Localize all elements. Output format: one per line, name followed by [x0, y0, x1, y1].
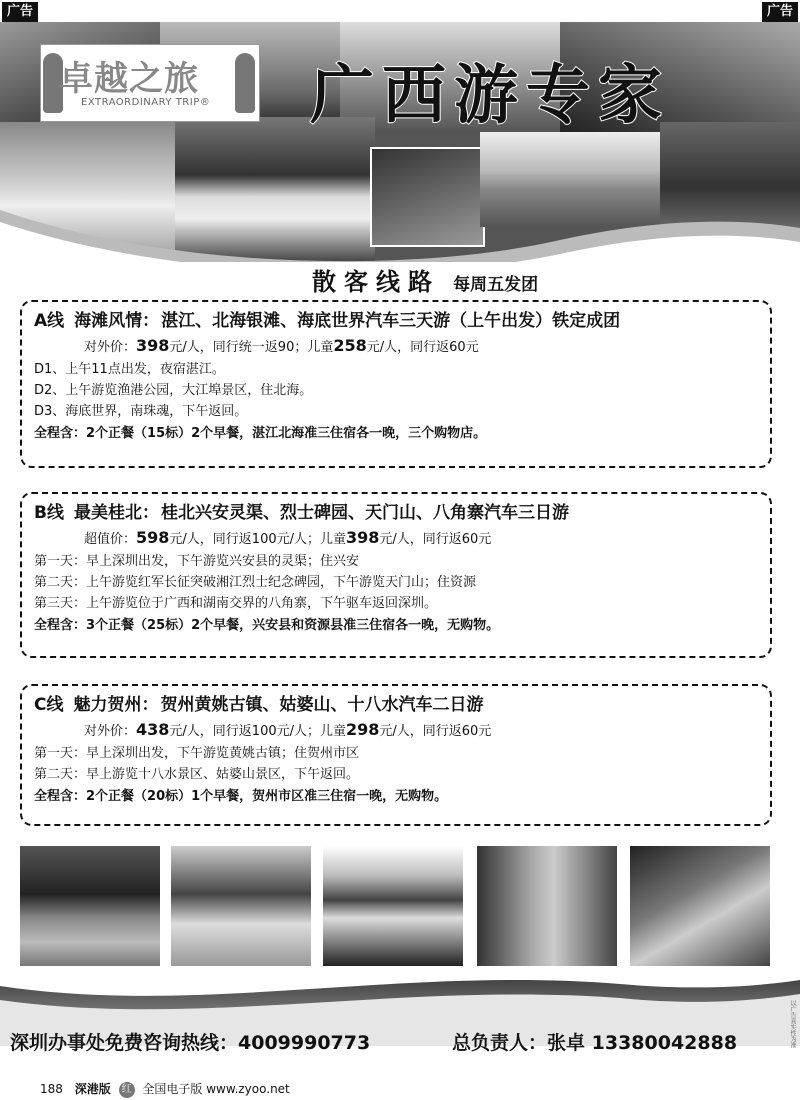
ad-tag-left: 广告: [2, 2, 38, 22]
price-label: 对外价：: [84, 340, 137, 355]
route-includes: 全程含：2个正餐（15标）2个早餐，湛江北海准三住宿各一晚，三个购物店。: [34, 426, 487, 441]
edition-badge-icon: 红: [119, 1082, 135, 1098]
adult-price: 598: [136, 528, 170, 547]
child-price-detail: 元/人，同行返60元: [379, 532, 492, 547]
manager-phone: 13380042888: [591, 1032, 738, 1054]
routes-title: 散客线路: [312, 268, 440, 296]
child-price: 258: [333, 336, 367, 355]
route-name: 贺州黄姚古镇、姑婆山、十八水汽车二日游: [160, 695, 484, 715]
hotline-label: 深圳办事处免费咨询热线：: [10, 1032, 239, 1054]
route-title: [34, 692, 758, 718]
route-name: 湛江、北海银滩、海底世界汽车三天游（上午出发）铁定成团: [161, 311, 621, 331]
itinerary-day: 第一天：早上深圳出发，下午游览兴安县的灵渠；住兴安: [34, 554, 360, 569]
route-code: A线: [34, 311, 65, 331]
routes-header: [312, 262, 539, 296]
brand-name: 卓越之旅: [59, 59, 199, 99]
ad-tag-right: 广告: [762, 2, 798, 22]
route-name: 桂北兴安灵渠、烈士碑园、天门山、八角寨汽车三日游: [160, 503, 569, 523]
page-number: 188: [40, 1082, 63, 1096]
route-price: [34, 334, 758, 359]
header-wave: [0, 192, 800, 262]
photo-ancient-town: [20, 846, 160, 966]
child-price-detail: 元/人，同行返60元: [366, 340, 479, 355]
price-detail: 元/人，同行返100元/人；儿童: [169, 724, 346, 739]
itinerary-day: 第二天：早上游览十八水景区、姑婆山景区，下午返回。: [34, 767, 360, 782]
brand-english: EXTRAORDINARY TRIP®: [81, 97, 211, 108]
child-price: 398: [346, 528, 380, 547]
itinerary-day: D3、海底世界，南珠魂，下午返回。: [34, 404, 248, 419]
site-link[interactable]: 全国电子版 www.zyoo.net: [142, 1082, 290, 1096]
route-price: [34, 526, 758, 551]
adult-price: 398: [136, 336, 170, 355]
hotline-number: 4009990773: [238, 1032, 371, 1054]
photo-waterfall-tree: [171, 846, 311, 966]
itinerary-day: D2、上午游览渔港公园，大江埠景区，住北海。: [34, 383, 313, 398]
manager-label: 总负责人：张卓: [452, 1032, 586, 1054]
itinerary-day: 第三天：上午游览位于广西和湖南交界的八角寨，下午驱车返回深圳。: [34, 596, 438, 611]
photo-mountains-clouds: [323, 846, 463, 966]
page-title: 广西游专家: [310, 59, 670, 133]
route-theme: 最美桂北：: [73, 503, 159, 523]
photo-cliff: [630, 846, 770, 966]
manager-contact: [452, 1028, 737, 1055]
route-theme: 海滩风情：: [74, 311, 160, 331]
side-note: 以广告真实性为准: [789, 1000, 796, 1048]
route-title: [34, 308, 758, 334]
route-includes: 全程含：2个正餐（20标）1个早餐，贺州市区准三住宿一晚，无购物。: [34, 789, 448, 804]
route-code: B线: [34, 503, 64, 523]
figure-icon: [235, 53, 255, 113]
price-detail: 元/人，同行返100元/人；儿童: [169, 532, 346, 547]
itinerary-day: 第二天：上午游览红军长征突破湘江烈士纪念碑园，下午游览天门山；住资源: [34, 575, 477, 590]
photo-canyon-river: [477, 846, 617, 966]
route-title: [34, 500, 758, 526]
child-price: 298: [346, 720, 380, 739]
route-theme: 魅力贺州：: [73, 695, 159, 715]
routes-subtitle: 每周五发团: [453, 275, 539, 295]
brand-logo: [40, 44, 260, 122]
header-collage: [0, 22, 800, 262]
route-box-b: [20, 492, 772, 658]
child-price-detail: 元/人，同行返60元: [379, 724, 492, 739]
route-price: [34, 718, 758, 743]
page-footer: [40, 1080, 290, 1098]
itinerary-day: D1、上午11点出发，夜宿湛江。: [34, 362, 225, 377]
route-includes: 全程含：3个正餐（25标）2个早餐，兴安县和资源县准三住宿各一晚，无购物。: [34, 618, 500, 633]
price-label: 超值价：: [84, 532, 137, 547]
hotline: [10, 1028, 370, 1055]
route-box-a: [20, 300, 772, 468]
price-label: 对外价：: [84, 724, 137, 739]
edition-label: 深港版: [74, 1082, 111, 1096]
price-detail: 元/人，同行统一返90；儿童: [169, 340, 334, 355]
itinerary-day: 第一天：早上深圳出发，下午游览黄姚古镇；住贺州市区: [34, 746, 360, 761]
adult-price: 438: [136, 720, 170, 739]
route-code: C线: [34, 695, 64, 715]
route-box-c: [20, 684, 772, 826]
